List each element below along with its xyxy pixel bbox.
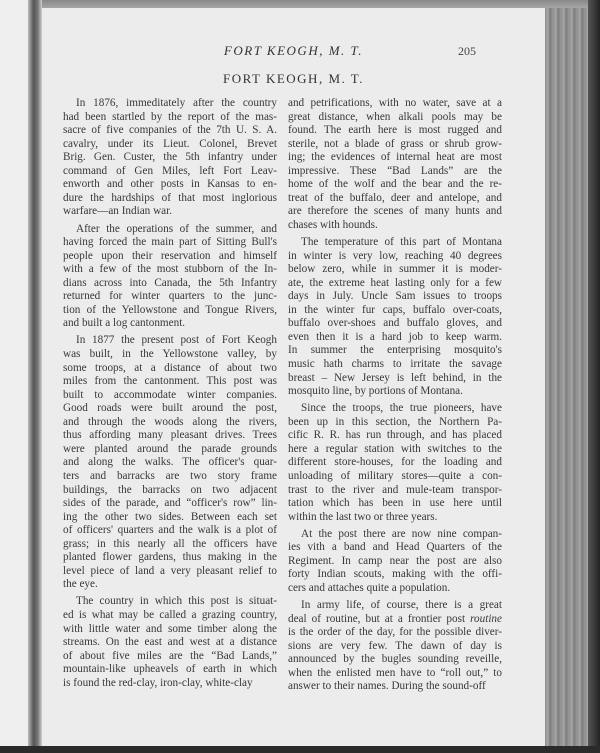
text-line: in the winter fur caps, buffalo over-coats, [288,303,502,316]
text-line: different store-houses, for the loading and [288,456,502,469]
running-header: FORT KEOGH, M. T. [223,43,364,58]
text-line: impressive. These “Bad Lands” are the [288,164,502,177]
page-number: 205 [458,44,476,58]
text-line: the eye. [63,578,98,591]
text-line: sions are very few. The dawn of day is [288,639,502,652]
text-line: trast to the river and mule-team transpor- [288,483,502,496]
text-line: sterile, not a blade of grass or shrub grow- [288,137,502,150]
text-line: great distance, when alkali pools may be [288,110,502,123]
text-line: ters and barracks are two story frame [63,469,277,482]
previous-page-edge [0,0,30,753]
paragraph [63,97,277,219]
text-line: here a regular station with switches to the [288,442,502,455]
text-line: breast – New Jersey is left behind, in the [288,371,502,384]
text-line: were planted around the parade grounds [63,442,277,455]
text-line: found. The earth here is most rugged and [288,124,502,137]
text-line: mosquito line, by portions of Montana. [288,385,463,398]
text-line: and built a log cantonment. [63,317,186,330]
paragraph [63,334,277,591]
scan-bottom-border [0,746,600,753]
right-text-column [288,97,502,697]
book-cover-edge [588,0,600,753]
text-line: is the order of the day, for the possible diver- [288,626,502,639]
text-line: ing the other two sides. Between each set [63,510,277,523]
text-line: tion of the Yellowstone and Tongue Rivers, [63,303,277,316]
text-line: of about five miles are the “Bad Lands,” [63,649,277,662]
text-line: when the enlisted men have to “roll out,” to [288,666,502,679]
text-line: In 1876, immeditately after the country [76,97,277,109]
italic-text: routine [470,612,502,625]
text-line: answer to their names. During the sound-off [288,680,486,693]
text-line: level piece of land a very pleasant relief to [63,564,277,577]
text-line: had been startled by the report of the mas- [63,110,277,123]
text-line: ate, the extreme heat lasting only for a few [288,276,502,289]
paragraph [288,402,502,524]
text-line: home of the wolf and the bear and the re- [288,178,502,191]
text-line: sides of the parade, and “officer's row” lin- [63,497,277,510]
paragraph [288,97,502,232]
paragraph [288,236,502,399]
text-line: built to accommodate winter companies. [63,388,277,401]
text-line: and along the walks. The officer's quar- [63,456,277,469]
text-segment: deal of routine, but at a frontier post [288,612,471,625]
paragraph [288,528,502,596]
text-line: is found the red-clay, iron-clay, white-clay [63,676,253,689]
text-line: returned for winter quarters to the junc- [63,290,277,303]
text-line: Brig. Gen. Custer, the 5th infantry under [63,151,277,164]
text-line: having forced the main part of Sitting Bull's [63,236,277,249]
text-line: In summer the enterprising mosquito's [288,344,502,357]
text-line: ed is what may be called a grazing country, [63,609,277,622]
text-line: within the last two or three years. [288,510,438,523]
text-line: people upon their reservation and himself [63,249,277,262]
text-line: miles from the cantonment. This post was [63,375,277,388]
text-line: warfare—an Indian war. [63,205,173,218]
text-line: some troops, at a distance of about two [63,361,277,374]
book-gutter [28,0,42,753]
text-line: mountain-like upheavels of earth in which [63,663,277,676]
text-line: been up in this section, the Northern Pa- [288,415,502,428]
text-line: In 1877 the present post of Fort Keogh [76,334,277,347]
text-line: command of Gen Miles, left Fort Leav- [63,164,277,177]
text-line: ies vith a band and Head Quarters of the [288,541,502,554]
text-line [288,613,502,627]
text-line: The country in which this post is situat- [76,595,277,608]
text-line: At the post there are now nine compan- [301,527,502,540]
text-line: tation which has been in use here until [288,497,502,510]
text-line: forty Indian scouts, making with the offi- [288,568,502,581]
text-line: After the operations of the summer, and [76,222,277,235]
text-line: planted flower gardens, thus making in the [63,551,277,564]
text-line: with a few of the most stubborn of the In- [63,263,277,276]
text-line: dure the hardships of that most inglorious [63,191,277,204]
left-text-column [63,97,277,694]
text-line: music hath charms to irritate the savage [288,357,502,370]
text-line: In army life, of course, there is a great [301,599,502,612]
text-line: even then it is a hard job to keep warm. [288,330,502,343]
article-title: FORT KEOGH, M. T. [222,71,364,86]
text-line: and petrifications, with no water, save at a [288,97,502,109]
text-line: Regiment. In camp near the post are also [288,554,502,567]
text-line: Good roads were built around the post, [63,402,277,415]
text-line: buildings, the barracks on two adjacent [63,483,277,496]
text-line: treat of the buffalo, deer and antelope, and [288,191,502,204]
paragraph [288,599,502,694]
text-line: sacre of five companies of the 7th U. S. A. [63,124,277,137]
text-line: grass; in this nearly all the officers have [63,537,277,550]
text-line: with little water and some timber along the [63,622,277,635]
text-line: cific R. R. has run through, and has placed [288,429,502,442]
text-line: cavalry, under its Lieut. Colonel, Brevet [63,137,277,150]
text-line: streams. On the east and west at a distance [63,636,277,649]
text-line: days in July. Uncle Sam issues to troops [288,290,502,303]
text-line: dians across into Canada, the 5th Infantry [63,276,277,289]
paragraph [63,595,277,690]
paragraph [63,223,277,331]
text-line: The temperature of this part of Montana [301,236,502,249]
text-line: cers and attaches quite a population. [288,581,451,594]
text-line: below zero, while in summer it is moder- [288,263,502,276]
text-line: in winter is very low, reaching 40 degrees [288,249,502,262]
text-line: are therefore the scenes of many hunts and [288,205,502,218]
text-line: and through the woods along the rivers, [63,415,277,428]
text-line: was built, in the Yellowstone valley, by [63,348,277,361]
text-line: unloading of military stores—quite a con- [288,469,502,482]
text-line: ing; the evidences of internal heat are most [288,151,502,164]
text-line: enworth and other posts in Kansas to en- [63,178,277,191]
text-line: thus affording many pleasant drives. Trees [63,429,277,442]
text-line: buffalo over-shoes and buffalo gloves, and [288,317,502,330]
text-line: Since the troops, the true pioneers, have [301,402,502,415]
text-line: announced by the bugles sounding reveille, [288,653,502,666]
text-line: of officers' quarters and the walk is a plot of [63,524,277,537]
text-line: chases with hounds. [288,218,378,231]
